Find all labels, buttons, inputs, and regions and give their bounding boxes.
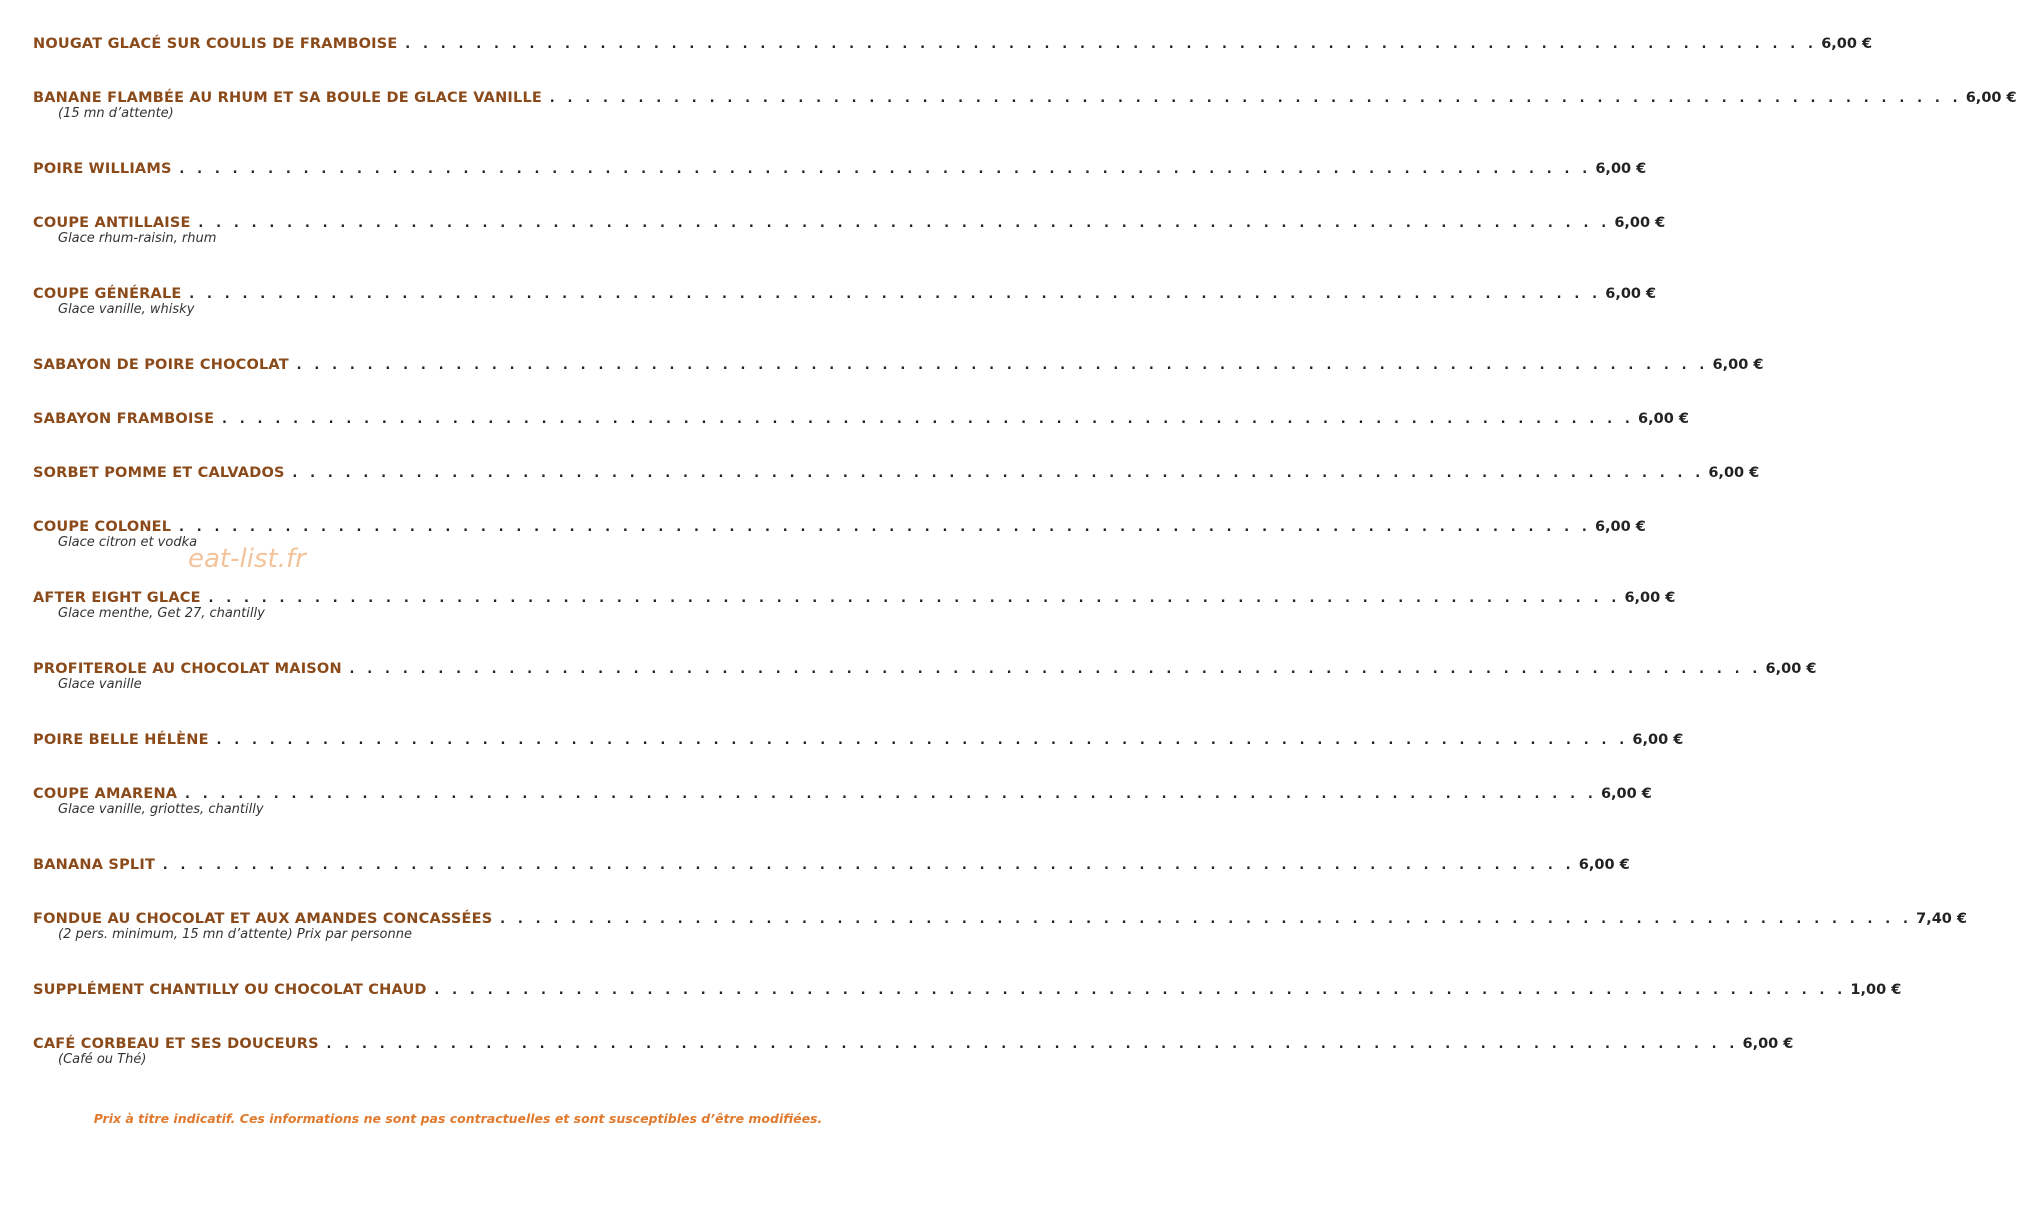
menu-item-row: [33, 355, 1764, 375]
menu-item-row: [33, 284, 1657, 304]
menu-item-price: 6,00 €: [1578, 857, 1630, 873]
menu-item-price: 1,00 €: [1850, 982, 1902, 998]
menu-item: [33, 588, 1676, 659]
menu-item-price: 6,00 €: [1638, 411, 1689, 427]
menu-item-row: [33, 409, 1689, 429]
menu-item-price: 7,40 €: [1916, 911, 1968, 927]
dot-leader: . . . . . . . . . . . . . . . . . . . . . . . . . . . . . . . . . . . . . . . . . . . . . . . . . . . . . . . . . . . . . . . . . . . . . . . . . . . . . . . .: [183, 786, 1595, 802]
menu-item-price: 6,00 €: [1712, 357, 1764, 373]
menu-item-description: Glace vanille, whisky: [58, 302, 195, 317]
menu-item: [33, 284, 1657, 355]
dot-leader: . . . . . . . . . . . . . . . . . . . . . . . . . . . . . . . . . . . . . . . . . . . . . . . . . . . . . . . . . . . . . . . . . . . . . . . . . . . . . . . .: [187, 286, 1600, 302]
dot-leader: . . . . . . . . . . . . . . . . . . . . . . . . . . . . . . . . . . . . . . . . . . . . . . . . . . . . . . . . . . . . . . . . . . . . . . . . . . . . . . . .: [548, 90, 1960, 106]
menu-item: [33, 88, 2017, 159]
dot-leader: . . . . . . . . . . . . . . . . . . . . . . . . . . . . . . . . . . . . . . . . . . . . . . . . . . . . . . . . . . . . . . . . . . . . . . . . . . . . . . . .: [177, 161, 1590, 177]
menu-item-name: PROFITEROLE AU CHOCOLAT MAISON: [33, 661, 342, 677]
menu-item-row: [33, 730, 1684, 750]
menu-item: [33, 159, 1647, 213]
dot-leader: . . . . . . . . . . . . . . . . . . . . . . . . . . . . . . . . . . . . . . . . . . . . . . . . . . . . . . . . . . . . . . . . . . . . . . . . . . . . . . . .: [214, 732, 1627, 748]
watermark: eat-list.fr: [188, 544, 306, 574]
menu-item: [33, 517, 1646, 588]
menu-item-name: AFTER EIGHT GLACE: [33, 590, 201, 606]
menu-item-name: FONDUE AU CHOCOLAT ET AUX AMANDES CONCASSÉES: [33, 911, 493, 927]
menu-item-name: SABAYON DE POIRE CHOCOLAT: [33, 357, 289, 373]
menu-item-name: POIRE BELLE HÉLÈNE: [33, 732, 209, 748]
menu-item-row: [33, 1034, 1794, 1054]
dot-leader: . . . . . . . . . . . . . . . . . . . . . . . . . . . . . . . . . . . . . . . . . . . . . . . . . . . . . . . . . . . . . . . . . . . . . . . . . . . . . . . .: [220, 411, 1633, 427]
menu-item-price: 6,00 €: [1742, 1036, 1794, 1052]
menu-item-price: 6,00 €: [1594, 519, 1646, 535]
menu-item-price: 6,00 €: [1624, 590, 1676, 606]
menu-item: [33, 213, 1666, 284]
dot-leader: . . . . . . . . . . . . . . . . . . . . . . . . . . . . . . . . . . . . . . . . . . . . . . . . . . . . . . . . . . . . . . . . . . . . . . . . . . . . . . . .: [347, 661, 1760, 677]
menu-item-price: 6,00 €: [1595, 161, 1647, 177]
menu-item: [33, 409, 1689, 463]
menu-item: [33, 980, 1902, 1034]
menu-item-row: [33, 34, 1873, 54]
menu-item-row: [33, 517, 1646, 537]
menu-item-row: [33, 213, 1666, 233]
menu-item-row: [33, 855, 1630, 875]
menu-item-row: [33, 784, 1652, 804]
menu-item: [33, 659, 1817, 730]
menu-item-name: SORBET POMME ET CALVADOS: [33, 465, 285, 481]
menu-item-description: (15 mn d’attente): [58, 106, 174, 121]
dot-leader: . . . . . . . . . . . . . . . . . . . . . . . . . . . . . . . . . . . . . . . . . . . . . . . . . . . . . . . . . . . . . . . . . . . . . . . . . . . . . . . .: [403, 36, 1816, 52]
dot-leader: . . . . . . . . . . . . . . . . . . . . . . . . . . . . . . . . . . . . . . . . . . . . . . . . . . . . . . . . . . . . . . . . . . . . . . . . . . . . . . . .: [161, 857, 1573, 873]
menu-item-row: [33, 659, 1817, 679]
menu-item-name: BANANA SPLIT: [33, 857, 156, 873]
menu-item-row: [33, 909, 1968, 929]
dot-leader: . . . . . . . . . . . . . . . . . . . . . . . . . . . . . . . . . . . . . . . . . . . . . . . . . . . . . . . . . . . . . . . . . . . . . . . . . . . . . . . .: [432, 982, 1845, 998]
menu-item-description: Glace vanille: [58, 677, 142, 692]
menu-item-description: (Café ou Thé): [58, 1052, 147, 1067]
menu-item-description: Glace citron et vodka: [58, 535, 198, 550]
menu-item: [33, 784, 1652, 855]
menu-item-name: SABAYON FRAMBOISE: [33, 411, 215, 427]
menu-item: [33, 463, 1760, 517]
menu-item: [33, 355, 1764, 409]
menu-item-row: [33, 159, 1647, 179]
dessert-menu: [33, 34, 2017, 1105]
menu-item-name: SUPPLÉMENT CHANTILLY OU CHOCOLAT CHAUD: [33, 982, 427, 998]
menu-item: [33, 730, 1684, 784]
menu-item: [33, 909, 1968, 980]
menu-item-description: (2 pers. minimum, 15 mn d’attente) Prix par personne: [58, 927, 412, 942]
dot-leader: . . . . . . . . . . . . . . . . . . . . . . . . . . . . . . . . . . . . . . . . . . . . . . . . . . . . . . . . . . . . . . . . . . . . . . . . . . . . . . . .: [206, 590, 1619, 606]
menu-item-price: 6,00 €: [1765, 661, 1817, 677]
dot-leader: . . . . . . . . . . . . . . . . . . . . . . . . . . . . . . . . . . . . . . . . . . . . . . . . . . . . . . . . . . . . . . . . . . . . . . . . . . . . . . . .: [290, 465, 1703, 481]
menu-item-price: 6,00 €: [1605, 286, 1657, 302]
menu-item-row: [33, 463, 1760, 483]
menu-item-row: [33, 588, 1676, 608]
footer-disclaimer: Prix à titre indicatif. Ces informations ne sont pas contractuelles et sont susceptibles d’être modifiées.: [93, 1111, 823, 1126]
menu-item-description: Glace rhum-raisin, rhum: [58, 231, 217, 246]
menu-item-name: COUPE ANTILLAISE: [33, 215, 191, 231]
menu-item-price: 6,00 €: [1821, 36, 1873, 52]
menu-item-name: CAFÉ CORBEAU ET SES DOUCEURS: [33, 1036, 319, 1052]
menu-item-price: 6,00 €: [1600, 786, 1652, 802]
menu-item-name: COUPE AMARENA: [33, 786, 178, 802]
menu-item-description: Glace menthe, Get 27, chantilly: [58, 606, 265, 621]
menu-item-name: COUPE GÉNÉRALE: [33, 286, 182, 302]
dot-leader: . . . . . . . . . . . . . . . . . . . . . . . . . . . . . . . . . . . . . . . . . . . . . . . . . . . . . . . . . . . . . . . . . . . . . . . . . . . . . . . .: [294, 357, 1707, 373]
dot-leader: . . . . . . . . . . . . . . . . . . . . . . . . . . . . . . . . . . . . . . . . . . . . . . . . . . . . . . . . . . . . . . . . . . . . . . . . . . . . . . . .: [324, 1036, 1737, 1052]
menu-item: [33, 855, 1630, 909]
dot-leader: . . . . . . . . . . . . . . . . . . . . . . . . . . . . . . . . . . . . . . . . . . . . . . . . . . . . . . . . . . . . . . . . . . . . . . . . . . . . . . . .: [196, 215, 1609, 231]
dot-leader: . . . . . . . . . . . . . . . . . . . . . . . . . . . . . . . . . . . . . . . . . . . . . . . . . . . . . . . . . . . . . . . . . . . . . . . . . . . . . . . .: [498, 911, 1911, 927]
menu-item: [33, 34, 1873, 88]
menu-item-row: [33, 980, 1902, 1000]
menu-item-description: Glace vanille, griottes, chantilly: [58, 802, 264, 817]
menu-item-price: 6,00 €: [1614, 215, 1666, 231]
menu-item-name: BANANE FLAMBÉE AU RHUM ET SA BOULE DE GLACE VANILLE: [33, 90, 542, 106]
dot-leader: . . . . . . . . . . . . . . . . . . . . . . . . . . . . . . . . . . . . . . . . . . . . . . . . . . . . . . . . . . . . . . . . . . . . . . . . . . . . . . . .: [177, 519, 1589, 535]
menu-item: [33, 1034, 1794, 1105]
menu-item-price: 6,00 €: [1632, 732, 1684, 748]
menu-item-name: POIRE WILLIAMS: [33, 161, 172, 177]
menu-item-name: NOUGAT GLACÉ SUR COULIS DE FRAMBOISE: [33, 36, 398, 52]
menu-item-name: COUPE COLONEL: [33, 519, 172, 535]
menu-item-price: 6,00 €: [1965, 90, 2017, 106]
menu-item-row: [33, 88, 2017, 108]
menu-item-price: 6,00 €: [1708, 465, 1760, 481]
